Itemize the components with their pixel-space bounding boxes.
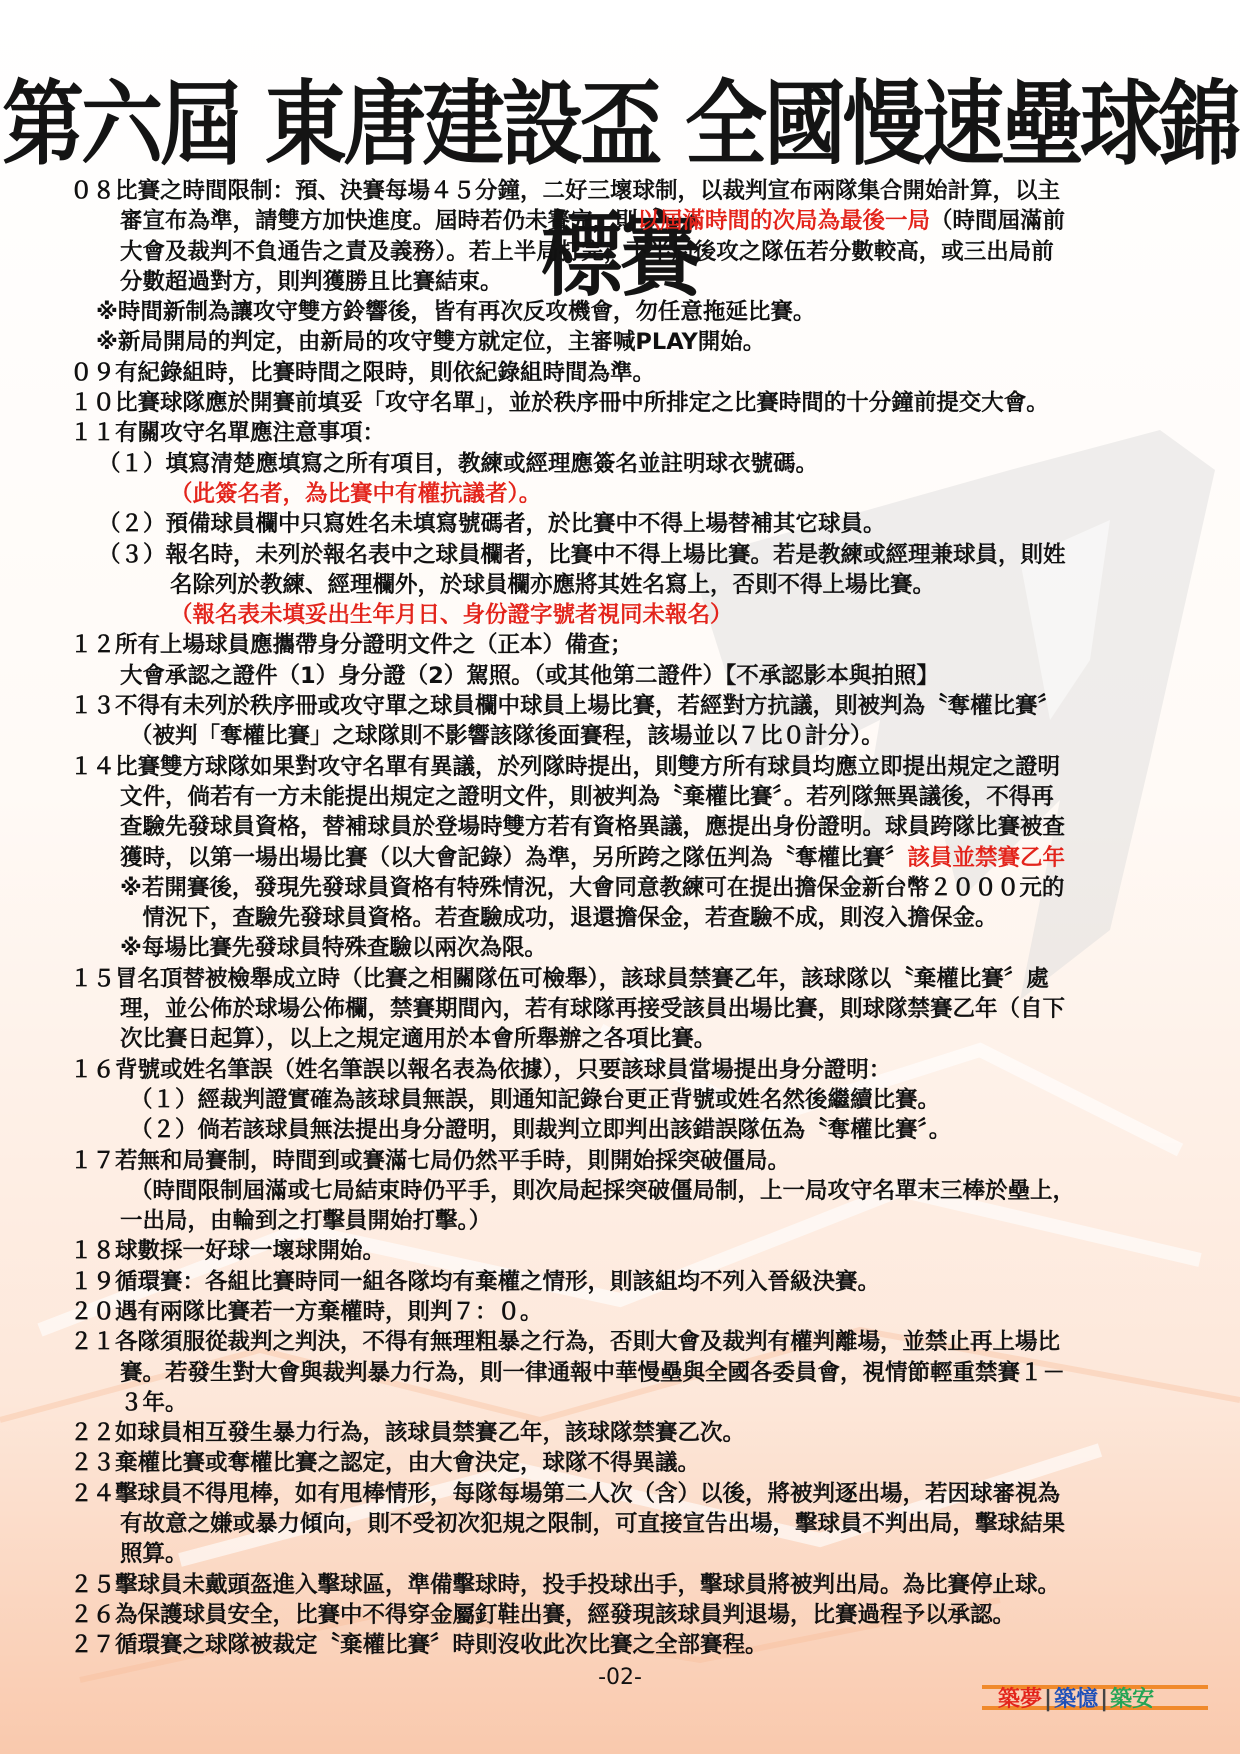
slogan-logo [982,1679,1208,1715]
text-line [70,206,1175,236]
line-text: 賽。若發生對大會與裁判暴力行為，則一律通報中華慢壘與全國各委員會，視情節輕重禁賽１－ [120,1359,1066,1386]
text-line [70,691,1175,721]
text-line [70,1267,1175,1297]
text-line [70,418,1175,448]
line-text: ２０遇有兩隊比賽若一方棄權時，則判７：０。 [70,1298,543,1325]
line-text: 文件，倘若有一方未能提出規定之證明文件，則被判為〝棄權比賽〞。若列隊無異議後，不得再 [120,783,1054,810]
line-text: （１）經裁判證實確為該球員無誤，則通知記錄台更正背號或姓名然後繼續比賽。 [130,1086,941,1113]
line-text: 理，並公佈於球場公佈欄，禁賽期間內，若有球隊再接受該員出場比賽，則球隊禁賽乙年（自下 [120,996,1066,1023]
line-text: ２５擊球員未戴頭盔進入擊球區，準備擊球時，投手投球出手，擊球員將被判出局。為比賽停止球。 [70,1571,1061,1598]
text-line [70,479,1175,509]
page-title: 第六屆 東唐建設盃 全國慢速壘球錦標賽 [1,72,1239,310]
line-text: １９循環賽：各組比賽時同一組各隊均有棄權之情形，則該組均不列入晉級決賽。 [70,1268,881,1295]
line-text: （３）報名時，未列於報名表中之球員欄者，比賽中不得上場比賽。若是教練或經理兼球員，則姓 [98,541,1066,568]
text-line [70,1630,1175,1660]
text-line [70,1176,1175,1206]
slogan-part-2: 築憶 [1054,1687,1099,1712]
text-line [70,327,1175,357]
text-line [70,752,1175,782]
line-text: １６背號或姓名筆誤（姓名筆誤以報名表為依據），只要該球員當場提出身分證明： [70,1056,892,1083]
text-line [70,1418,1175,1448]
text-line [70,176,1175,206]
text-line [70,1388,1175,1418]
line-text: １２所有上場球員應攜帶身分證明文件之（正本）備查； [70,632,633,659]
slogan-part-1: 築夢 [998,1687,1043,1712]
text-line [70,933,1175,963]
text-line [70,267,1175,297]
text-line [70,237,1175,267]
line-text: （２）預備球員欄中只寫姓名未填寫號碼者，於比賽中不得上場替補其它球員。 [98,511,886,538]
page-number: -02- [598,1665,642,1690]
text-line [70,903,1175,933]
slogan-separator: | [1044,1687,1053,1712]
text-line [70,1024,1175,1054]
text-line [70,1570,1175,1600]
line-text: ２３棄權比賽或奪權比賽之認定，由大會決定，球隊不得異議。 [70,1450,701,1477]
line-text: ０９有紀錄組時，比賽時間之限時，則依紀錄組時間為準。 [70,359,656,386]
line-text: ３年。 [120,1389,188,1416]
line-text: 一出局，由輪到之打擊員開始打擊。） [120,1208,492,1235]
highlight-text: （此簽名者，為比賽中有權抗議者）。 [170,480,542,507]
line-text: 分數超過對方，則判獲勝且比賽結束。 [120,268,503,295]
text-line [70,540,1175,570]
line-text: ２４擊球員不得甩棒，如有甩棒情形，每隊每場第二人次（含）以後，將被判逐出場，若因球審視為 [70,1480,1061,1507]
line-text: ２６為保護球員安全，比賽中不得穿金屬釘鞋出賽，經發現該球員判退場，比賽過程予以承認。 [70,1601,1016,1628]
line-text: 名除列於教練、經理欄外，於球員欄亦應將其姓名寫上，否則不得上場比賽。 [170,571,936,598]
line-text: 照算。 [120,1541,188,1568]
text-line [70,964,1175,994]
line-text: ※每場比賽先發球員特殊查驗以兩次為限。 [120,935,547,962]
text-line [70,449,1175,479]
text-line [70,1085,1175,1115]
text-line [70,509,1175,539]
text-line [70,1236,1175,1266]
line-text: 審宣布為準，請雙方加快進度。屆時若仍未賽完，則 [120,208,638,235]
line-text: 獲時，以第一場出場比賽（以大會記錄）為準，另所跨之隊伍判為〝奪權比賽〞 [120,844,908,871]
line-text: ２２如球員相互發生暴力行為，該球員禁賽乙年，該球隊禁賽乙次。 [70,1420,746,1447]
text-line [70,1115,1175,1145]
line-text: １０比賽球隊應於開賽前填妥「攻守名單」，並於秩序冊中所排定之比賽時間的十分鐘前提交大會。 [70,390,1049,417]
line-text: ※若開賽後，發現先發球員資格有特殊情況，大會同意教練可在提出擔保金新台幣２０００元的 [120,874,1065,901]
slogan-separator: | [1100,1687,1109,1712]
text-line [70,782,1175,812]
highlight-text: 該員並禁賽乙年 [907,844,1066,871]
line-text: １８球數採一好球一壞球開始。 [70,1238,386,1265]
text-line [70,994,1175,1024]
line-text: ０８比賽之時間限制：預、決賽每場４５分鐘，二好三壞球制，以裁判宣布兩隊集合開始計算，以主 [70,178,1061,204]
text-line [70,1479,1175,1509]
line-text: １４比賽雙方球隊如果對攻守名單有異議，於列隊時提出，則雙方所有球員均應立即提出規定之證明 [70,753,1061,780]
line-text: （時間限制屆滿或七局結束時仍平手，則次局起採突破僵局制，上一局攻守名單末三棒於壘上， [130,1177,1076,1204]
text-line [70,1509,1175,1539]
slogan-part-3: 築安 [1110,1687,1155,1712]
line-text: 次比賽日起算），以上之規定適用於本會所舉辦之各項比賽。 [120,1026,717,1053]
line-text: 大會承認之證件（1）身分證（2）駕照。（或其他第二證件）【不承認影本與拍照】 [120,662,939,689]
line-text: １１有關攻守名單應注意事項： [70,420,386,447]
text-line [70,1297,1175,1327]
text-line [70,1448,1175,1478]
text-line [70,843,1175,873]
text-line [70,873,1175,903]
text-line [70,812,1175,842]
highlight-text: 以屆滿時間的次局為最後一局 [637,208,931,235]
line-text: １３不得有未列於秩序冊或攻守單之球員欄中球員上場比賽，若經對方抗議，則被判為〝奪權比賽〞 [70,693,1061,720]
slogan-text [998,1682,1154,1713]
line-text: ※新局開局的判定，由新局的攻守雙方就定位，主審喊PLAY開始。 [96,329,766,356]
line-text: 大會及裁判不負通告之責及義務）。若上半局打完，下半局後攻之隊伍若分數較高，或三出局前 [120,238,1054,265]
line-text: ２１各隊須服從裁判之判決，不得有無理粗暴之行為，否則大會及裁判有權判離場，並禁止再上場比 [70,1329,1061,1356]
text-line [70,661,1175,691]
text-line [70,1327,1175,1357]
text-line [70,721,1175,751]
text-line [70,1055,1175,1085]
text-line [70,1539,1175,1569]
line-text: （時間屆滿前 [930,208,1066,235]
text-line [70,1146,1175,1176]
line-text: １５冒名頂替被檢舉成立時（比賽之相關隊伍可檢舉），該球員禁賽乙年，該球隊以〝棄權比賽〞處 [70,965,1049,992]
text-line [70,358,1175,388]
highlight-text: （報名表未填妥出生年月日、身份證字號者視同未報名） [170,602,733,629]
text-line [70,600,1175,630]
line-text: （被判「奪權比賽」之球隊則不影響該隊後面賽程，該場並以７比０計分）。 [130,723,884,750]
line-text: 查驗先發球員資格，替補球員於登場時雙方若有資格異議，應提出身份證明。球員跨隊比賽被查 [120,814,1066,841]
text-line [70,1600,1175,1630]
text-line [70,570,1175,600]
line-text: 情況下，查驗先發球員資格。若查驗成功，退還擔保金，若查驗不成，則沒入擔保金。 [120,905,998,932]
line-text: １７若無和局賽制，時間到或賽滿七局仍然平手時，則開始採突破僵局。 [70,1147,791,1174]
line-text: ※時間新制為讓攻守雙方鈴響後，皆有再次反攻機會，勿任意拖延比賽。 [96,299,816,326]
line-text: 有故意之嫌或暴力傾向，則不受初次犯規之限制，可直接宣告出場，擊球員不判出局，擊球結果 [120,1511,1066,1538]
text-line [70,1206,1175,1236]
text-line [70,1358,1175,1388]
text-line [70,388,1175,418]
line-text: ２７循環賽之球隊被裁定〝棄權比賽〞時則沒收此次比賽之全部賽程。 [70,1632,768,1659]
text-line [70,630,1175,660]
text-line [70,297,1175,327]
line-text: （２）倘若該球員無法提出身分證明，則裁判立即判出該錯誤隊伍為〝奪權比賽〞。 [130,1117,952,1144]
line-text: （１）填寫清楚應填寫之所有項目，教練或經理應簽名並註明球衣號碼。 [98,450,819,477]
rules-text [70,176,1175,1661]
